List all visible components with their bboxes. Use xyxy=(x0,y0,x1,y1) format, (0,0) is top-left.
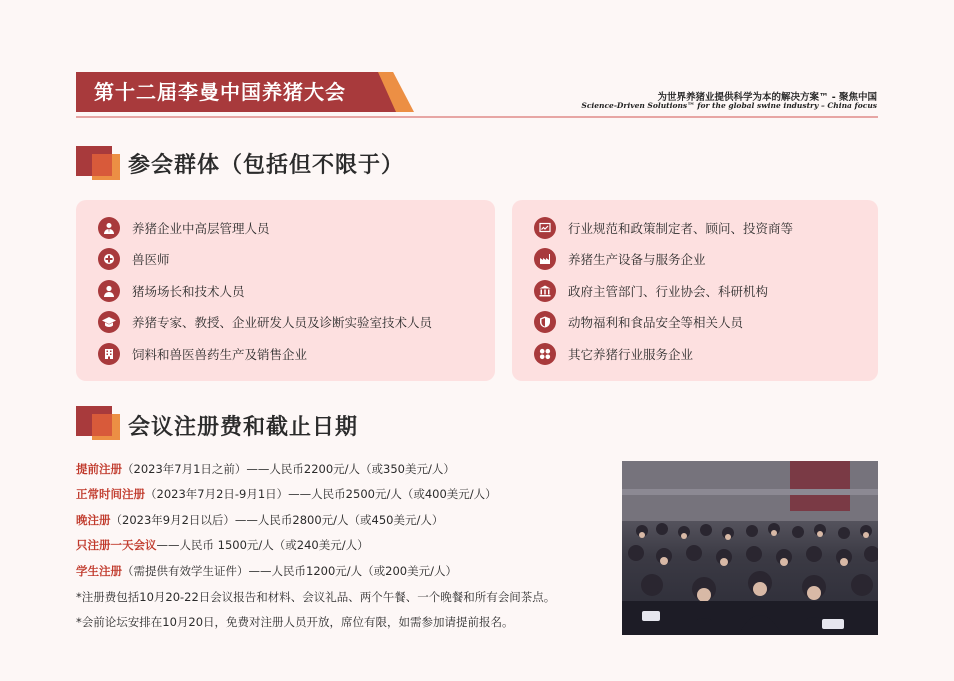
list-item xyxy=(98,216,270,240)
slogan-english: Science-Driven Solutions™ for the global swine industry – China focus xyxy=(581,101,877,110)
grid-icon xyxy=(534,343,556,365)
fee-line-student xyxy=(76,563,457,579)
list-item-label: 动物福利和食品安全等相关人员 xyxy=(568,315,744,330)
vet-icon xyxy=(98,248,120,270)
fee-detail: ——人民币 1500元/人（或240美元/人） xyxy=(156,538,369,552)
header-divider xyxy=(76,116,878,118)
fee-line-late xyxy=(76,512,443,528)
list-item-label: 饲料和兽医兽药生产及销售企业 xyxy=(132,347,308,362)
fee-label: 晚注册 xyxy=(76,513,111,527)
list-item xyxy=(98,310,432,334)
list-item-label: 其它养猪行业服务企业 xyxy=(568,347,694,362)
fee-label: 正常时间注册 xyxy=(76,487,145,501)
fees-section-title: 会议注册费和截止日期 xyxy=(128,415,359,440)
fee-detail: （2023年9月2日以后）——人民币2800元/人（或450美元/人） xyxy=(110,513,444,527)
building-icon xyxy=(98,343,120,365)
person-icon xyxy=(98,280,120,302)
fee-detail: （2023年7月2日-9月1日）——人民币2500元/人（或400美元/人） xyxy=(145,487,497,501)
list-item xyxy=(534,342,693,366)
audience-card-right xyxy=(512,200,878,381)
fee-label: 提前注册 xyxy=(76,462,122,476)
list-item xyxy=(98,342,307,366)
list-item-label: 政府主管部门、行业协会、科研机构 xyxy=(568,284,769,299)
section-marker xyxy=(76,146,124,180)
audience-section-title: 参会群体（包括但不限于） xyxy=(128,153,405,178)
fee-line-early xyxy=(76,461,455,477)
shield-icon xyxy=(534,311,556,333)
slogan-chinese: 为世界养猪业提供科学为本的解决方案™ - 聚焦中国 xyxy=(657,92,877,103)
conference-audience-photo xyxy=(622,461,878,635)
list-item xyxy=(534,310,743,334)
list-item-label: 猪场场长和技术人员 xyxy=(132,284,245,299)
list-item-label: 行业规范和政策制定者、顾问、投资商等 xyxy=(568,221,794,236)
list-item xyxy=(534,279,768,303)
fee-detail: （2023年7月1日之前）——人民币2200元/人（或350美元/人） xyxy=(122,462,455,476)
factory-icon xyxy=(534,248,556,270)
list-item xyxy=(98,247,170,271)
page-title: 第十二届李曼中国养猪大会 xyxy=(94,80,346,104)
fee-note-preforum: *会前论坛安排在10月20日，免费对注册人员开放，席位有限，如需参加请提前报名。 xyxy=(76,615,514,629)
fee-label: 学生注册 xyxy=(76,564,122,578)
list-item-label: 养猪企业中高层管理人员 xyxy=(132,221,270,236)
manager-icon xyxy=(98,217,120,239)
government-icon xyxy=(534,280,556,302)
graduation-cap-icon xyxy=(98,311,120,333)
fee-line-one-day xyxy=(76,537,369,553)
fee-label: 只注册一天会议 xyxy=(76,538,157,552)
audience-card-left xyxy=(76,200,495,381)
list-item-label: 养猪生产设备与服务企业 xyxy=(568,252,706,267)
fee-detail: （需提供有效学生证件）——人民币1200元/人（或200美元/人） xyxy=(122,564,457,578)
section-marker xyxy=(76,406,124,440)
chart-icon xyxy=(534,217,556,239)
list-item xyxy=(98,279,245,303)
list-item-label: 养猪专家、教授、企业研发人员及诊断实验室技术人员 xyxy=(132,315,433,330)
fee-note-inclusions: *注册费包括10月20-22日会议报告和材料、会议礼品、两个午餐、一个晚餐和所有会间茶点。 xyxy=(76,590,556,604)
list-item xyxy=(534,216,793,240)
fee-line-regular xyxy=(76,486,497,502)
list-item-label: 兽医师 xyxy=(132,252,170,267)
list-item xyxy=(534,247,706,271)
